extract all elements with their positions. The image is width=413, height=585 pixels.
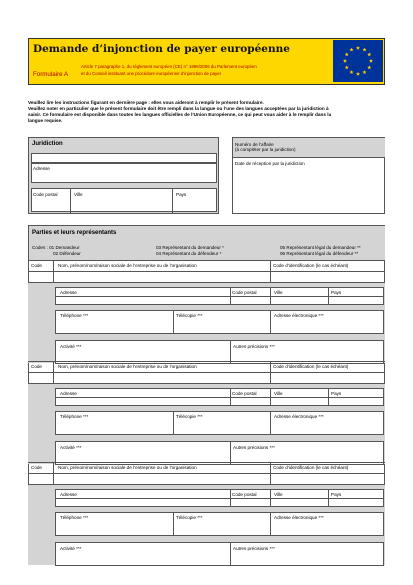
party-adresse-label: Adresse	[60, 391, 77, 396]
party-adresse-label: Adresse	[60, 290, 77, 295]
party-pays-label: Pays	[331, 290, 342, 295]
eu-star-icon	[367, 65, 371, 69]
instructions-line-4: langue requise.	[28, 118, 63, 123]
party-code-postal-label: Code postal	[232, 391, 257, 396]
eu-star-icon	[362, 48, 366, 52]
eu-star-icon	[369, 59, 373, 63]
juridiction-address-field[interactable]	[31, 163, 217, 183]
eu-star-icon	[345, 65, 349, 69]
party-activite-label: Activité ***	[60, 344, 82, 349]
party-id-field[interactable]	[271, 373, 384, 382]
party-name-label: Nom, prénom/nom/raison sociale de l’entreprise ou de l’organisation	[58, 364, 197, 369]
form-title: Demande d’injonction de payer européenne	[33, 43, 290, 55]
party-block-2	[28, 361, 385, 464]
instructions-line-1: Veuillez lire les instructions figurant en dernière page : elles vous aideront à remplir le présent formulaire.	[28, 100, 264, 105]
party-block-1	[28, 260, 385, 363]
parties-title: Parties et leurs représentants	[32, 230, 117, 236]
party-telecopie-label: Télécopie ***	[176, 313, 203, 318]
eu-star-icon	[356, 72, 360, 76]
code-06: 06 Représentant légal du défendeur **	[280, 251, 359, 256]
code-05: 05 Représentant légal du demandeur **	[280, 245, 361, 250]
code-03: 03 Représentant du demandeur *	[156, 245, 224, 250]
affaire-section	[232, 137, 385, 214]
eu-star-icon	[349, 48, 353, 52]
eu-star-icon	[367, 52, 371, 56]
juridiction-code-postal-label: Code postal	[33, 192, 58, 197]
party-code-field[interactable]	[29, 474, 52, 483]
party-ville-label: Ville	[274, 492, 283, 497]
party-code-label: Code	[31, 465, 42, 470]
party-pays-label: Pays	[331, 391, 342, 396]
party-code-postal-label: Code postal	[232, 290, 257, 295]
party-name-label: Nom, prénom/nom/raison sociale de l’entreprise ou de l’organisation	[58, 465, 197, 470]
juridiction-postal-row	[31, 188, 217, 212]
party-email-label: Adresse électronique ***	[274, 515, 324, 520]
juridiction-name-field[interactable]	[31, 153, 217, 163]
juridiction-adresse-label: Adresse	[33, 166, 50, 171]
instructions-line-3: saisir. Ce formulaire est disponible dans toutes les langues officielles de l’Union Européenne, ce qui peut vous aider à le remplir dans la	[28, 112, 332, 117]
party-telecopie-label: Télécopie ***	[176, 414, 203, 419]
affaire-numero-sub: (à compléter par la juridiction)	[235, 147, 296, 152]
party-activite-label: Activité ***	[60, 445, 82, 450]
party-pays-label: Pays	[331, 492, 342, 497]
affaire-date-label: Date de réception par la juridiction	[235, 161, 305, 166]
header-banner	[28, 38, 385, 85]
party-email-label: Adresse électronique ***	[274, 414, 324, 419]
juridiction-ville-label: Ville	[74, 192, 83, 197]
party-telephone-label: Téléphone ***	[60, 515, 89, 520]
party-autres-label: Autres précisions ***	[233, 445, 275, 450]
code-02: 02 Défendeur	[53, 251, 81, 256]
party-id-field[interactable]	[271, 272, 384, 281]
form-label: Formulaire A	[33, 71, 69, 78]
party-name-field[interactable]	[54, 373, 269, 382]
header-article-line: Article 7 paragraphe 1, du règlement européen (CE) n° 1896/2006 du Parlement européen	[81, 64, 257, 69]
juridiction-section	[28, 137, 219, 214]
party-id-field[interactable]	[271, 474, 384, 483]
eu-star-icon	[362, 70, 366, 74]
party-autres-label: Autres précisions ***	[233, 546, 275, 551]
juridiction-title: Juridiction	[32, 141, 63, 147]
juridiction-pays-label: Pays	[176, 192, 187, 197]
party-code-label: Code	[31, 263, 42, 268]
party-activite-label: Activité ***	[60, 546, 82, 551]
party-code-label: Code	[31, 364, 42, 369]
code-04: 04 Représentant du défendeur *	[156, 251, 222, 256]
eu-star-icon	[343, 59, 347, 63]
party-id-label: Code d’identification (le cas échéant)	[273, 263, 349, 268]
party-ville-label: Ville	[274, 391, 283, 396]
party-autres-label: Autres précisions ***	[233, 344, 275, 349]
party-ville-label: Ville	[274, 290, 283, 295]
code-01: Codes : 01 Demandeur	[32, 245, 80, 250]
party-telephone-label: Téléphone ***	[60, 414, 89, 419]
eu-star-icon	[345, 52, 349, 56]
eu-flag	[333, 40, 383, 82]
eu-star-icon	[349, 70, 353, 74]
party-telecopie-label: Télécopie ***	[176, 515, 203, 520]
party-code-field[interactable]	[29, 272, 52, 281]
party-telephone-label: Téléphone ***	[60, 313, 89, 318]
party-code-postal-label: Code postal	[232, 492, 257, 497]
party-id-label: Code d’identification (le cas échéant)	[273, 465, 349, 470]
instructions-line-2: Veuillez noter en particulier que le présent formulaire doit être rempli dans la langue ou l’une des langues acceptées par la juridiction à	[28, 106, 329, 111]
party-name-field[interactable]	[54, 474, 269, 483]
affaire-numero-label: Numéro de l’affaire	[235, 142, 274, 147]
eu-star-icon	[356, 46, 360, 50]
header-article-line-2: et du Conseil instituant une procédure européenne d’injonction de payer	[81, 71, 222, 76]
party-block-3	[28, 462, 385, 565]
party-email-label: Adresse électronique ***	[274, 313, 324, 318]
party-adresse-label: Adresse	[60, 492, 77, 497]
eu-stars-icon	[333, 40, 383, 82]
party-code-field[interactable]	[29, 373, 52, 382]
party-name-label: Nom, prénom/nom/raison sociale de l’entreprise ou de l’organisation	[58, 263, 197, 268]
party-id-label: Code d’identification (le cas échéant)	[273, 364, 349, 369]
party-name-field[interactable]	[54, 272, 269, 281]
